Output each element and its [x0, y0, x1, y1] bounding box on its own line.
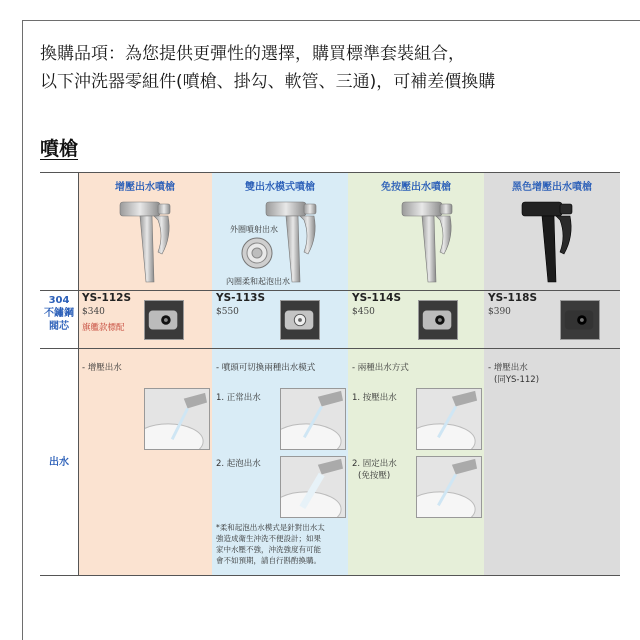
row-label-outlet: 出水 — [49, 457, 69, 468]
sprayer-comparison-table — [40, 172, 620, 576]
row-label-valve — [40, 294, 78, 333]
frame-top-border — [22, 20, 640, 21]
outer-spray-label: 外圈噴射出水 — [230, 225, 278, 234]
model-price-2: $550 — [216, 307, 239, 317]
column-header-1: 增壓出水噴槍 — [115, 182, 175, 193]
model-price-4: $390 — [488, 307, 511, 317]
outlet-note-2-line-3: 家中水壓不強，沖洗強度有可能 — [216, 545, 321, 554]
outlet-photo-3-fixed — [416, 456, 482, 518]
model-note-1: 旗艦款標配 — [82, 323, 125, 333]
valve-thumb-2 — [280, 300, 320, 340]
outlet-mode-2-1: 1. 正常出水 — [216, 393, 261, 403]
sprayer-ys112-image — [116, 196, 180, 286]
inner-spray-label: 內圈柔和起泡出水 — [226, 277, 290, 286]
intro-text — [40, 40, 630, 96]
frame-left-border — [22, 20, 23, 640]
model-code-1: YS-112S — [82, 292, 132, 304]
outlet-photo-3-press — [416, 388, 482, 450]
model-code-2: YS-113S — [216, 292, 266, 304]
outlet-note-2-line-4: 會不如預期，請自行斟酌換購。 — [216, 556, 321, 565]
valve-thumb-1 — [144, 300, 184, 340]
intro-line-2: 以下沖洗器零組件(噴槍、掛勾、軟管、三通)，可補差價換購 — [40, 72, 496, 92]
model-price-3: $450 — [352, 307, 375, 317]
row-label-valve-line-2: 不鏽鋼 — [44, 308, 74, 319]
model-code-4: YS-118S — [488, 292, 538, 304]
section-title: 噴槍 — [40, 138, 79, 160]
outlet-desc-3: - 兩種出水方式 — [352, 363, 409, 373]
outlet-note-2-line-1: *柔和起泡出水模式是針對出水太 — [216, 523, 325, 532]
row-divider-2 — [40, 348, 620, 349]
column-divider-0 — [78, 172, 79, 576]
outlet-mode-3-1: 1. 按壓出水 — [352, 393, 397, 403]
outlet-mode-2-2: 2. 起泡出水 — [216, 459, 261, 469]
sprayer-ys118-black-image — [518, 196, 582, 286]
column-header-4: 黑色增壓出水噴槍 — [512, 182, 592, 193]
spray-head-face-image — [240, 236, 274, 270]
model-price-1: $340 — [82, 307, 105, 317]
outlet-photo-2-foam — [280, 456, 346, 518]
row-label-valve-line-3: 閥芯 — [49, 321, 69, 332]
outlet-desc-1: - 增壓出水 — [82, 363, 122, 373]
row-divider-1 — [40, 290, 620, 291]
outlet-desc-4-sub: (同YS-112) — [494, 375, 540, 385]
valve-thumb-3 — [418, 300, 458, 340]
outlet-desc-2: - 噴頭可切換兩種出水模式 — [216, 363, 316, 373]
outlet-desc-4: - 增壓出水 — [488, 363, 528, 373]
sprayer-ys114-image — [398, 196, 462, 286]
outlet-mode-3-2-sub: (免按壓) — [358, 471, 391, 481]
outlet-photo-1 — [144, 388, 210, 450]
table-bottom-line — [40, 575, 620, 576]
table-top-line — [40, 172, 620, 173]
outlet-note-2 — [216, 522, 325, 566]
outlet-photo-2-normal — [280, 388, 346, 450]
valve-thumb-4 — [560, 300, 600, 340]
row-label-valve-line-1: 304 — [48, 295, 70, 306]
model-code-3: YS-114S — [352, 292, 402, 304]
intro-line-1: 換購品項：為您提供更彈性的選擇，購買標準套裝組合， — [40, 44, 465, 64]
column-header-3: 免按壓出水噴槍 — [381, 182, 451, 193]
outlet-note-2-line-2: 強造成衛生沖洗不便設計；如果 — [216, 534, 321, 543]
column-header-2: 雙出水模式噴槍 — [245, 182, 315, 193]
outlet-mode-3-2: 2. 固定出水 — [352, 459, 397, 469]
